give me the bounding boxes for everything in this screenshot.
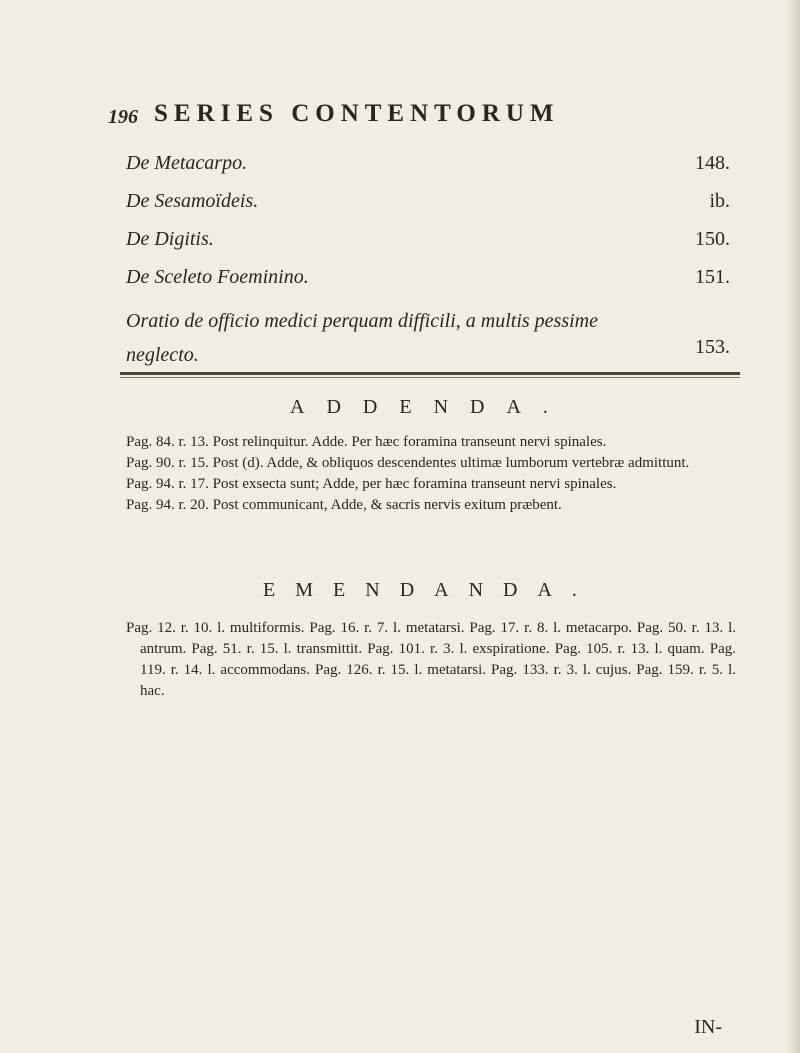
addenda-entry: Pag. 94. r. 20. Post communicant, Adde, & sacris nervis exitum præbent.	[126, 497, 562, 513]
page-header	[108, 100, 748, 140]
toc-entry	[126, 152, 736, 190]
toc-entry-page: ib.	[709, 190, 730, 212]
toc-entry-title: De Sesamoïdeis.	[126, 190, 259, 212]
emendanda-text: Pag. 12. r. 10. l. multiformis. Pag. 16. r. 7. l. metatarsi. Pag. 17. r. 8. l. metacarpo. Pag. 50. r. 13. l. antrum. Pag. 51. r. 15. l. transmittit. Pag. 101. r. 3. l. exspiratione. Pag. 105. r. 13. l. quam. Pag. 119. r. 14. l. accommodans. Pag. 126. r. 15. l. metatarsi. Pag. 133. r. 3. l. cujus. Pag. 159. r. 5. l. hac.	[126, 620, 736, 699]
toc-entry	[126, 190, 736, 228]
addenda-heading: ADDENDA.	[290, 396, 570, 418]
addenda-entry: Pag. 84. r. 13. Post relinquitur. Adde. Per hæc foramina transeunt nervi spinales.	[126, 434, 607, 450]
section-divider	[120, 372, 740, 375]
page-edge-shadow	[786, 0, 800, 1053]
toc-entry-page: 148.	[695, 152, 730, 174]
page-number: 196	[108, 106, 138, 128]
toc-entry-title: Oratio de officio medici perquam difficili, a multis pessime neglecto.	[126, 310, 598, 366]
toc-entry	[126, 228, 736, 266]
toc-entry	[126, 304, 736, 370]
toc-entry-title: De Digitis.	[126, 228, 214, 250]
toc-entry-page: 151.	[695, 266, 730, 288]
toc-entry-page: 150.	[695, 228, 730, 250]
emendanda-heading: EMENDANDA.	[263, 579, 597, 601]
toc-entry-page: 153.	[695, 336, 730, 358]
section-divider-thin	[120, 377, 740, 378]
running-title: SERIES CONTENTORUM	[154, 100, 560, 127]
addenda-list	[126, 432, 736, 516]
toc-entry-title: De Metacarpo.	[126, 152, 248, 174]
table-of-contents	[126, 152, 736, 370]
addenda-entry: Pag. 94. r. 17. Post exsecta sunt; Adde, per hæc foramina transeunt nervi spinales.	[126, 476, 617, 492]
addenda-entry: Pag. 90. r. 15. Post (d). Adde, & obliquos descendentes ultimæ lumborum vertebræ admittunt.	[126, 455, 690, 471]
catchword: IN-	[694, 1016, 722, 1038]
toc-entry	[126, 266, 736, 304]
toc-entry-title: De Sceleto Foeminino.	[126, 266, 309, 288]
emendanda-list	[126, 618, 736, 702]
